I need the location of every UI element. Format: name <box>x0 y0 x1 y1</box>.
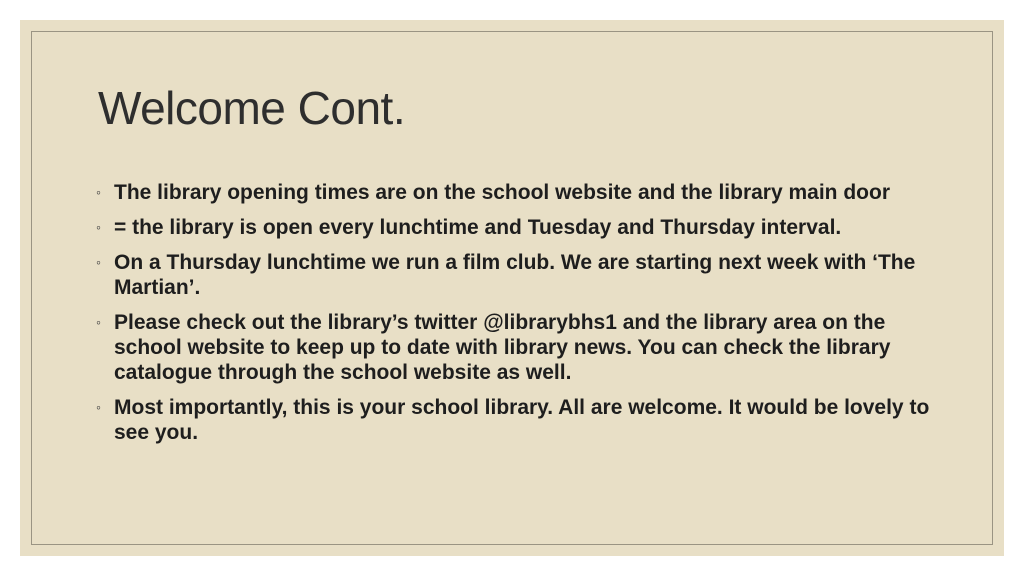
bullet-text: Most importantly, this is your school library. All are welcome. It would be lovely to see you. <box>114 396 930 444</box>
bullet-marker-icon: ◦ <box>96 184 101 200</box>
slide <box>20 20 1004 556</box>
bullet-item <box>96 310 956 385</box>
bullet-list <box>96 180 956 455</box>
bullet-item <box>96 250 956 300</box>
bullet-text: The library opening times are on the school website and the library main door <box>114 181 890 204</box>
bullet-marker-icon: ◦ <box>96 399 101 415</box>
bullet-text: On a Thursday lunchtime we run a film club. We are starting next week with ‘The Martian’. <box>114 251 916 299</box>
bullet-item <box>96 180 956 205</box>
bullet-item <box>96 215 956 240</box>
bullet-marker-icon: ◦ <box>96 314 101 330</box>
bullet-marker-icon: ◦ <box>96 219 101 235</box>
bullet-text: Please check out the library’s twitter @librarybhs1 and the library area on the school website to keep up to date with library news. You can check the library catalogue through the school website as well. <box>114 311 891 384</box>
bullet-marker-icon: ◦ <box>96 254 101 270</box>
bullet-text: = the library is open every lunchtime and Tuesday and Thursday interval. <box>114 216 842 239</box>
bullet-item <box>96 395 956 445</box>
slide-title: Welcome Cont. <box>98 82 406 134</box>
